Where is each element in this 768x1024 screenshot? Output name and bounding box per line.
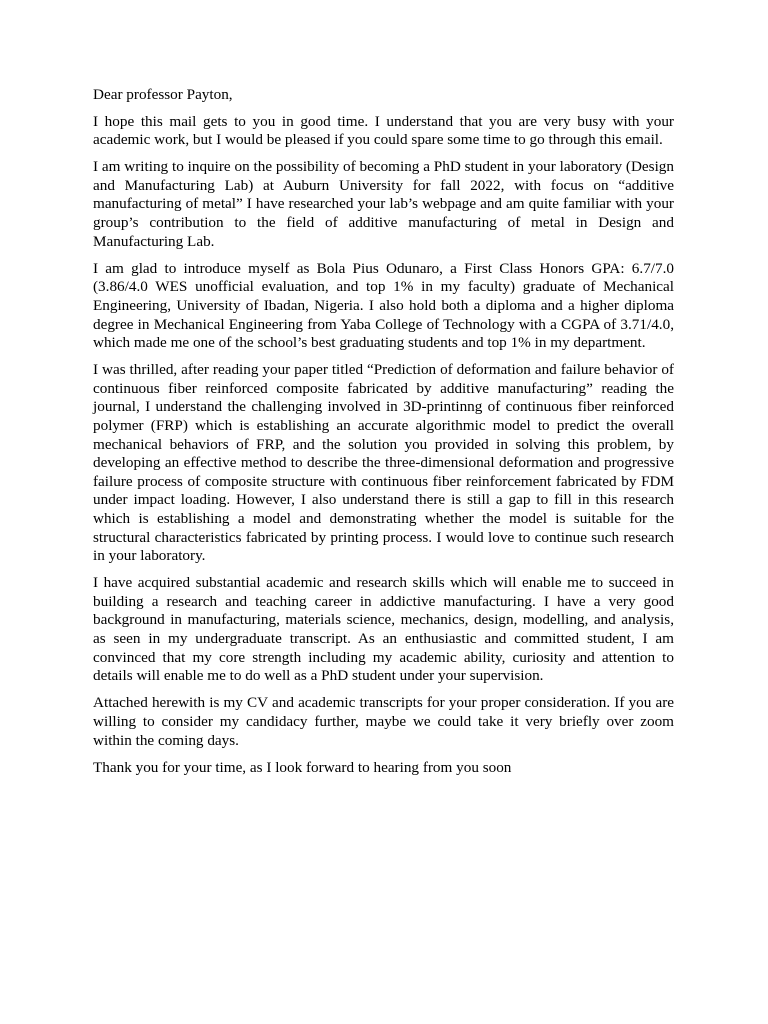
paragraph-introduction: I am glad to introduce myself as Bola Pius Odunaro, a First Class Honors GPA: 6.7/7.0 (3.86/4.0 WES unofficial evaluation, and top 1% in my faculty) graduate of Mechanical Engineering, University of Ibadan, Nigeria. I also hold both a diploma and a higher diploma degree in Mechanical Engineering from Yaba College of Technology with a CGPA of 3.71/4.0, which made me one of the school’s best graduating students and top 1% in my department. [93, 259, 674, 352]
paragraph-attachments: Attached herewith is my CV and academic transcripts for your proper consideration. If you are willing to consider my candidacy further, maybe we could take it very briefly over zoom within the coming days. [93, 694, 674, 749]
paragraph-inquiry: I am writing to inquire on the possibility of becoming a PhD student in your laboratory (Design and Manufacturing Lab) at Auburn University for fall 2022, with focus on “additive manufacturing of metal” I have researched your lab’s webpage and am quite familiar with your group’s contribution to the field of additive manufacturing of metal in Design and Manufacturing Lab. [93, 158, 674, 250]
paragraph-skills: I have acquired substantial academic and research skills which will enable me to succeed in building a research and teaching career in addictive manufacturing. I have a very good background in manufacturing, materials science, mechanics, design, modelling, and analysis, as seen in my undergraduate transcript. As an enthusiastic and committed student, I am convinced that my core strength including my academic ability, curiosity and attention to details will enable me to do well as a PhD student under your supervision. [93, 574, 674, 685]
letter-greeting: Dear professor Payton, [93, 86, 233, 103]
paragraph-research-interest: I was thrilled, after reading your paper titled “Prediction of deformation and failure behavior of continuous fiber reinforced composite fabricated by additive manufacturing” reading the journal, I understand the challenging involved in 3D-printinng of continuous fiber reinforced polymer (FRP) which is establishing an accurate algorithmic model to predict the overall mechanical behaviors of FRP, and the solution you provided in solving this problem, by developing an effective method to describe the three-dimensional deformation and progressive failure process of composite structure with continuous fiber reinforcement fabricated by FDM under impact loading. However, I also understand there is still a gap to fill in this research which is establishing a model and demonstrating whether the model is suitable for the structural characteristics fabricated by printing process. I would love to continue such research in your laboratory. [93, 361, 674, 565]
paragraph-closing: Thank you for your time, as I look forward to hearing from you soon [93, 758, 512, 776]
paragraph-opening: I hope this mail gets to you in good time. I understand that you are very busy with your academic work, but I would be pleased if you could spare some time to go through this email. [93, 112, 674, 149]
letter-body [93, 86, 674, 786]
